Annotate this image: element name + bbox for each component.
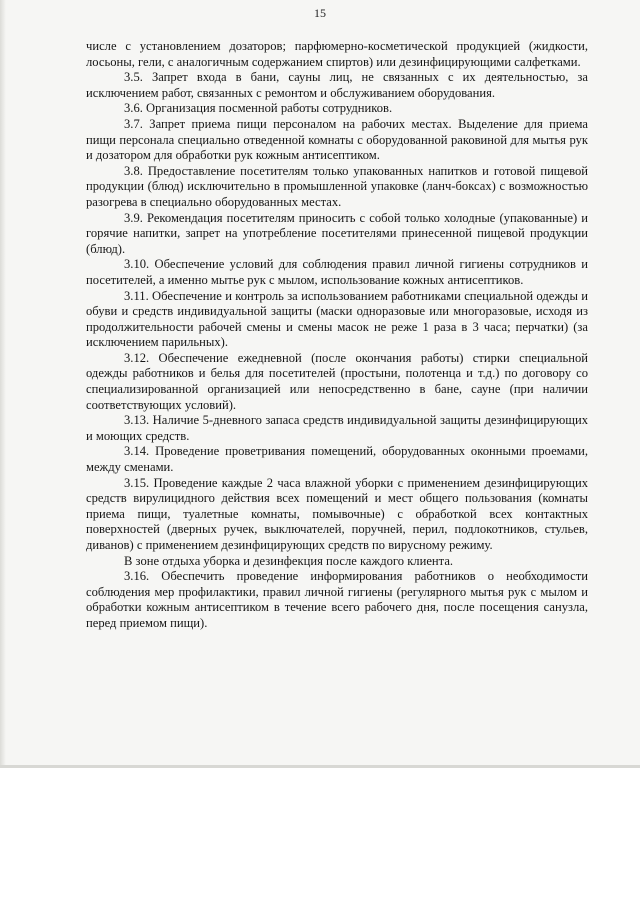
document-body — [86, 39, 588, 632]
paragraph-3-12: 3.12. Обеспечение ежедневной (после окончания работы) стирки специальной одежды работников и белья для посетителей (простыни, полотенца и т.д.) по договору со специализированной организацией или непосредственно в бане, сауне (при наличии соответствующих условий). — [86, 350, 588, 412]
paragraph-3-16: 3.16. Обеспечить проведение информирования работников о необходимости соблюдения мер профилактики, правил личной гигиены (регулярного мытья рук с мылом и обработки кожным антисептиком в течение всего рабочего дня, после посещения санузла, перед приемом пищи). — [86, 569, 588, 630]
paragraph-3-14: 3.14. Проведение проветривания помещений, оборудованных оконными проемами, между сменами. — [86, 444, 588, 475]
paragraph-3-11: 3.11. Обеспечение и контроль за использованием работниками специальной одежды и обуви и средств индивидуальной защиты (маски одноразовые или многоразовые, исходя из продолжительности рабочей смены и смены масок не реже 1 раза в 3 часа; перчатки) (за исключением парильных). — [86, 288, 588, 350]
paragraph-3-8: 3.8. Предоставление посетителям только упакованных напитков и готовой пищевой продукции (блюд) исключительно в промышленной упаковке (ланч-боксах) с возможностью разогрева в специально оборудованных местах. — [86, 163, 588, 209]
paragraph-continuation: числе с установлением дозаторов; парфюмерно-косметической продукцией (жидкости, лосьоны, гели, с аналогичным содержанием спиртов) или дезинфицирующими салфетками. — [86, 39, 588, 69]
paragraph-rest-zone: В зоне отдыха уборка и дезинфекция после каждого клиента. — [124, 553, 454, 568]
paragraph-3-10: 3.10. Обеспечение условий для соблюдения правил личной гигиены сотрудников и посетителей, а именно мытье рук с мылом, использование кожных антисептиков. — [86, 257, 588, 287]
paragraph-3-5: 3.5. Запрет входа в бани, сауны лиц, не связанных с их деятельностью, за исключением работ, связанных с ремонтом и обслуживанием оборудования. — [86, 70, 588, 100]
paragraph-3-6: 3.6. Организация посменной работы сотрудников. — [124, 101, 393, 116]
paragraph-3-7: 3.7. Запрет приема пищи персоналом на рабочих местах. Выделение для приема пищи персонала специально отведенной комнаты с оборудованной раковиной для мытья рук и дозатором для обработки рук кожным антисептиком. — [86, 116, 588, 163]
page-number: 15 — [314, 6, 326, 20]
paragraph-3-13: 3.13. Наличие 5-дневного запаса средств индивидуальной защиты дезинфицирующих и моющих средств. — [86, 413, 588, 443]
paragraph-3-9: 3.9. Рекомендация посетителям приносить с собой только холодные (упакованные) и горячие напитки, запрет на употребление посетителями принесенной пищевой продукции (блюд). — [86, 210, 588, 256]
paragraph-3-15: 3.15. Проведение каждые 2 часа влажной уборки с применением дезинфицирующих средств вирулицидного действия всех помещений и мест общего пользования (комнаты приема пищи, туалетные комнаты, помывочные) с обработкой всех контактных поверхностей (дверных ручек, выключателей, поручней, перил, подлокотников, стульев, диванов) с применением дезинфицирующих средств по вирусному режиму. — [86, 475, 588, 552]
